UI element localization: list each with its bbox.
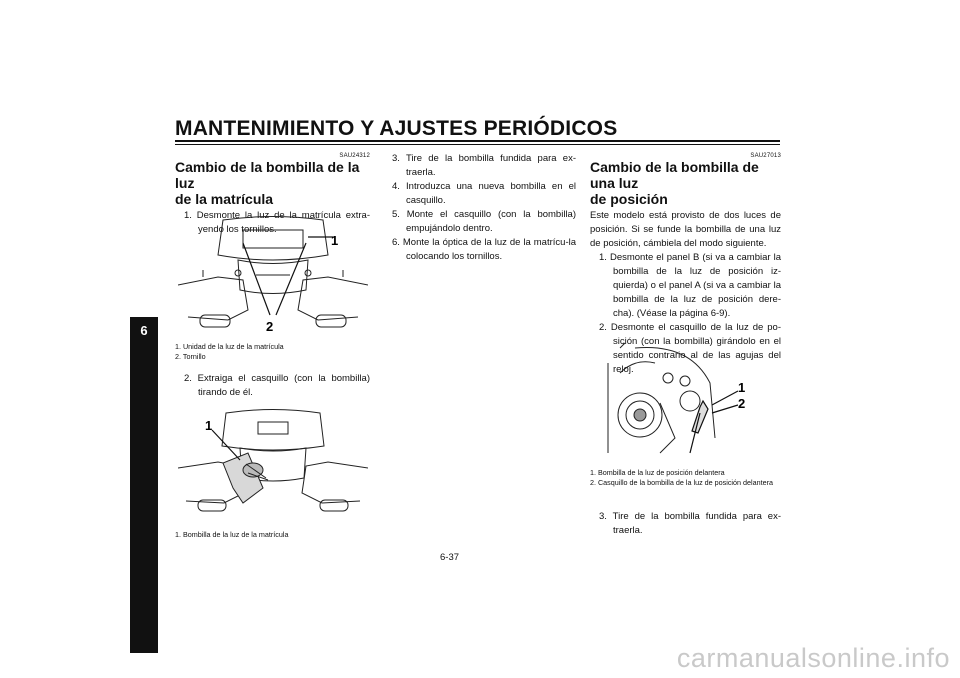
section-title-line1: Cambio de la bombilla de una luz <box>590 159 759 191</box>
figure-3-captions <box>590 468 781 488</box>
column-right-step3 <box>590 510 781 538</box>
section-title-line2: de posición <box>590 191 668 207</box>
step-4: 4. Introduzca una nueva bombilla en el casquillo. <box>392 181 576 206</box>
license-light-figure <box>178 215 368 340</box>
figure-label-1: 1 <box>331 233 339 248</box>
caption-item: 1. Unidad de la luz de la matrícula <box>175 342 284 351</box>
section-title-line1: Cambio de la bombilla de la luz <box>175 159 360 191</box>
step-1: 1. Desmonte el panel B (si va a cambiar la bombilla de la luz de posición iz-quierda) o el panel A (si va a cambiar la bombilla de la luz de posición dere-cha). (Véase la página 6-9). <box>599 252 781 319</box>
header-rule <box>175 140 780 142</box>
figure-label-2: 2 <box>738 396 746 411</box>
step-1: 1. Desmonte la luz de la matrícula extra-yendo los tornillos. <box>184 210 370 235</box>
step-6: 6. Monte la óptica de la luz de la matrícu-la colocando los tornillos. <box>392 237 576 262</box>
step-5: 5. Monte el casquillo (con la bombilla) empujándolo dentro. <box>392 209 576 234</box>
position-light-figure <box>600 343 760 463</box>
page-title: MANTENIMIENTO Y AJUSTES PERIÓDICOS <box>175 117 618 140</box>
figure-label-1: 1 <box>205 418 213 433</box>
chapter-number: 6 <box>140 323 148 338</box>
intro-paragraph: Este modelo está provisto de dos luces de posición. Si se funde la bombilla de una luz de posición, cámbiela del modo siguiente. <box>590 210 781 249</box>
license-bulb-figure <box>178 408 368 528</box>
figure-label-1: 1 <box>738 380 746 395</box>
caption-item: 2. Casquillo de la bombilla de la luz de posición delantera <box>590 478 773 487</box>
section-title-line2: de la matrícula <box>175 191 274 207</box>
step-3: 3. Tire de la bombilla fundida para ex-traerla. <box>599 511 781 536</box>
figure-label-2: 2 <box>266 319 274 334</box>
header-rule-thin <box>175 144 780 145</box>
page-number: 6-37 <box>440 552 460 563</box>
section-code: SAU24312 <box>339 153 370 159</box>
caption-item: 2. Tornillo <box>175 352 206 361</box>
chapter-tab <box>130 317 158 653</box>
section-code: SAU27013 <box>750 153 781 159</box>
caption-item: 1. Bombilla de la luz de la matrícula <box>175 530 289 539</box>
section-title <box>590 159 781 207</box>
step-3: 3. Tire de la bombilla fundida para ex-traerla. <box>392 153 576 178</box>
step-2: 2. Desmonte el casquillo de la luz de po-sición (con la bombilla) girándolo en el sentido contrario al de las agujas del reloj. <box>599 322 781 375</box>
column-middle <box>383 152 576 264</box>
section-title <box>175 159 370 207</box>
watermark: carmanualsonline.info <box>676 643 950 673</box>
figure-1-captions <box>175 342 370 362</box>
column-left-step2 <box>175 372 370 400</box>
figure-2-captions <box>175 530 370 540</box>
step-2: 2. Extraiga el casquillo (con la bombilla) tirando de él. <box>184 373 370 398</box>
caption-item: 1. Bombilla de la luz de posición delantera <box>590 468 725 477</box>
